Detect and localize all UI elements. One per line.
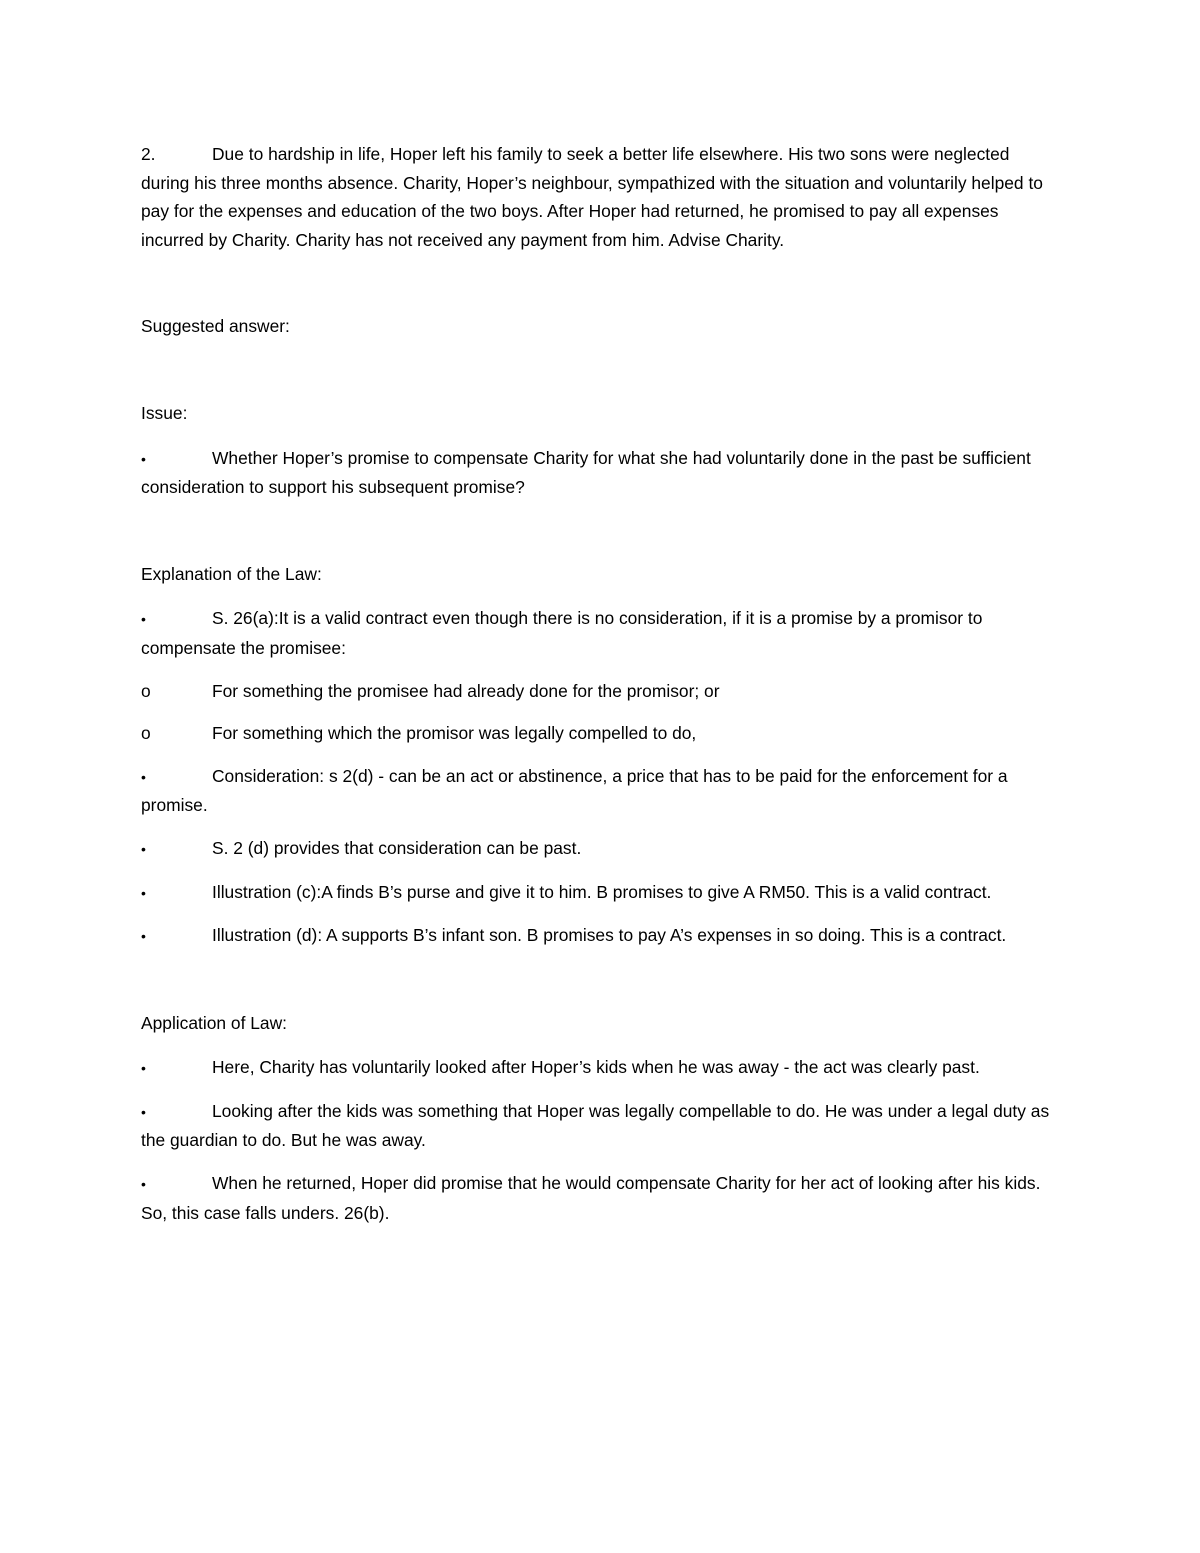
bullet-text: Illustration (c):A finds B’s purse and give it to him. B promises to give A RM50. This is a valid contract. [212, 881, 992, 902]
sub-text: For something the promisee had already done for the promisor; or [212, 680, 720, 701]
issue-heading: Issue: [141, 402, 188, 423]
explanation-sub-item [141, 677, 1053, 706]
bullet-marker: • [141, 450, 146, 467]
bullet-marker: • [141, 840, 146, 857]
question-number: 2. [141, 144, 156, 164]
document-page [141, 140, 1053, 1227]
bullet-text: S. 2 (d) provides that consideration can be past. [212, 837, 582, 858]
explanation-bullet [141, 834, 1053, 864]
suggested-answer-label: Suggested answer: [141, 316, 290, 337]
application-bullet [141, 1053, 1053, 1083]
explanation-bullet [141, 762, 1053, 820]
bullet-text: Looking after the kids was something that Hoper was legally compellable to do. He was under a legal duty as the guardian to do. But he was away. [141, 1100, 1050, 1151]
bullet-marker: • [141, 611, 146, 628]
bullet-marker: • [141, 884, 146, 901]
bullet-marker: • [141, 1103, 146, 1120]
sub-marker: o [141, 723, 151, 744]
explanation-bullet [141, 878, 1053, 908]
explanation-sub-item [141, 719, 1053, 748]
question-paragraph [141, 140, 1053, 254]
bullet-text: Whether Hoper’s promise to compensate Charity for what she had voluntarily done in the past be sufficient consideration to support his subsequent promise? [141, 447, 1031, 498]
application-bullet [141, 1097, 1053, 1155]
bullet-marker: • [141, 1176, 146, 1193]
bullet-text: Illustration (d): A supports B’s infant son. B promises to pay A’s expenses in so doing. This is a contract. [212, 925, 1007, 946]
bullet-text: Consideration: s 2(d) - can be an act or abstinence, a price that has to be paid for the enforcement for a promise. [141, 765, 1008, 816]
sub-text: For something which the promisor was legally compelled to do, [212, 723, 697, 744]
explanation-heading: Explanation of the Law: [141, 563, 322, 584]
explanation-bullet [141, 604, 1053, 662]
bullet-marker: • [141, 928, 146, 945]
question-text: Due to hardship in life, Hoper left his family to seek a better life elsewhere. His two sons were neglected during his three months absence. Charity, Hoper’s neighbour, sympathized with the situation and voluntarily helped to pay for the expenses and education of the two boys. After Hoper had returned, he promised to pay all expenses incurred by Charity. Charity has not received any payment from him. Advise Charity. [141, 144, 1043, 250]
bullet-marker: • [141, 768, 146, 785]
bullet-text: S. 26(a):It is a valid contract even though there is no consideration, if it is a promise by a promisor to compensate the promisee: [141, 608, 983, 658]
bullet-marker: • [141, 1060, 146, 1077]
bullet-text: Here, Charity has voluntarily looked after Hoper’s kids when he was away - the act was clearly past. [212, 1057, 980, 1078]
application-heading: Application of Law: [141, 1012, 287, 1033]
application-bullet [141, 1169, 1053, 1227]
issue-bullet [141, 444, 1053, 502]
explanation-bullet [141, 921, 1053, 951]
bullet-text: When he returned, Hoper did promise that he would compensate Charity for her act of looking after his kids. So, this case falls unders. 26(b). [141, 1173, 1041, 1223]
sub-marker: o [141, 680, 151, 701]
